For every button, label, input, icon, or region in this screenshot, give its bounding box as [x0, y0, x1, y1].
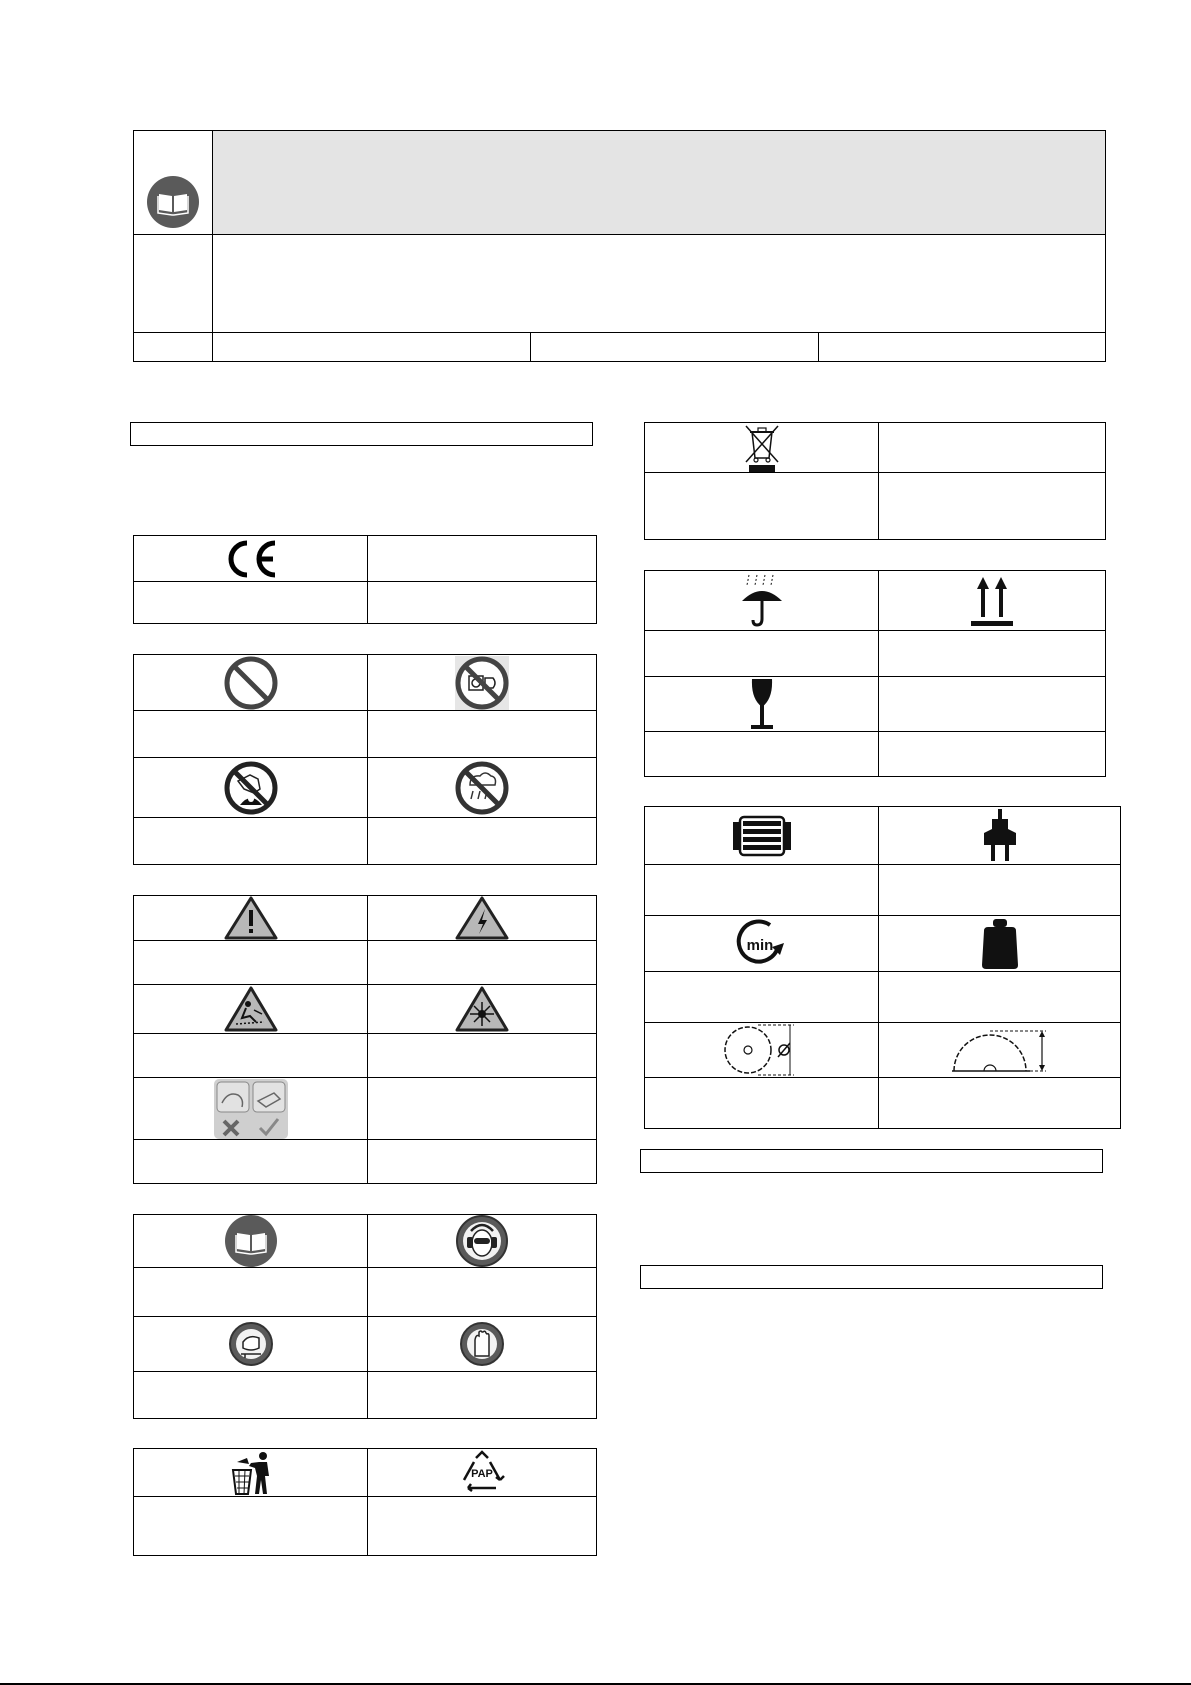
pap-recycling-icon	[456, 1450, 508, 1496]
tidy-man-icon	[229, 1450, 273, 1496]
no-wet-environment-icon	[455, 761, 509, 815]
prohibition-icon	[224, 656, 278, 710]
correct-hand-position-icon	[214, 1079, 288, 1139]
warning-exclamation-caption	[134, 941, 368, 985]
prohibition-table	[133, 654, 597, 865]
pap-recycling-icon-cell	[368, 1449, 597, 1497]
correct-hand-position-icon-cell	[134, 1078, 368, 1140]
warning-exclamation-icon-cell	[134, 896, 368, 941]
intro-text	[133, 452, 593, 522]
prohibition-icon-cell	[134, 655, 368, 711]
footer-cell-2	[213, 333, 531, 362]
dust-mask-icon	[229, 1322, 273, 1366]
gloves-caption	[368, 1372, 597, 1419]
weee-note-1	[645, 473, 879, 540]
mandatory-table	[133, 1214, 597, 1419]
ce-icon-cell	[134, 536, 368, 582]
cutting-depth-icon-cell	[879, 1023, 1121, 1078]
weight-caption	[879, 972, 1121, 1023]
no-hand-near-icon	[224, 761, 278, 815]
weight-icon	[978, 917, 1022, 971]
correct-hand-position-caption	[368, 1078, 597, 1140]
motor-caption	[645, 865, 879, 916]
weight-icon-cell	[879, 916, 1121, 972]
this-way-up-icon-cell	[879, 571, 1106, 631]
rpm-label: min	[746, 936, 773, 954]
no-plug-in-icon-cell	[368, 655, 597, 711]
crossed-bin-icon	[744, 424, 780, 472]
warning-exclamation-icon	[224, 896, 278, 940]
fragile-caption	[879, 677, 1106, 732]
header-footer-row	[134, 332, 1105, 361]
flying-debris-warning-icon-cell	[134, 985, 368, 1034]
section-heading-3	[640, 1265, 1103, 1289]
warning-table	[133, 895, 597, 1184]
read-manual-icon-cell	[134, 1215, 368, 1268]
electric-hazard-icon	[455, 896, 509, 940]
no-hand-near-icon-cell	[134, 758, 368, 818]
header-left-cell	[134, 235, 213, 333]
tidy-man-caption	[134, 1497, 368, 1556]
keep-dry-caption	[645, 631, 879, 677]
ear-eye-protection-caption	[368, 1268, 597, 1317]
this-way-up-caption	[879, 631, 1106, 677]
motor-icon-cell	[645, 807, 879, 865]
this-way-up-icon	[969, 573, 1015, 629]
fragile-icon	[747, 677, 777, 731]
header-title-band	[213, 131, 1105, 235]
keep-dry-icon	[739, 573, 785, 629]
footer-cell-3	[531, 333, 819, 362]
warning-note-2	[368, 1140, 597, 1184]
header-description	[213, 235, 1105, 333]
plug-icon	[982, 809, 1018, 863]
ce-table	[133, 535, 597, 624]
electric-hazard-icon-cell	[368, 896, 597, 941]
packaging-note-1	[645, 732, 879, 777]
footer-cell-4	[819, 333, 1105, 362]
section-heading-symbols	[130, 422, 593, 446]
no-hand-near-caption	[134, 818, 368, 865]
blade-diameter-caption	[645, 1078, 879, 1129]
warning-note-1	[134, 1140, 368, 1184]
tidy-man-icon-cell	[134, 1449, 368, 1497]
flying-debris-caption	[134, 1034, 368, 1078]
motor-icon	[731, 814, 793, 858]
book-icon	[147, 176, 199, 228]
weee-note-2	[879, 473, 1106, 540]
no-wet-environment-caption	[368, 818, 597, 865]
prohibition-caption	[134, 711, 368, 758]
electric-hazard-caption	[368, 941, 597, 985]
dust-mask-icon-cell	[134, 1317, 368, 1372]
laser-warning-icon-cell	[368, 985, 597, 1034]
weee-table	[644, 422, 1106, 540]
ce-caption	[368, 536, 597, 582]
read-manual-icon	[225, 1215, 277, 1267]
svg-text:PAP: PAP	[471, 1467, 493, 1480]
ce-mark-icon	[223, 539, 279, 579]
read-manual-caption	[134, 1268, 368, 1317]
dust-mask-caption	[134, 1372, 368, 1419]
rpm-icon	[734, 919, 790, 969]
weee-caption	[879, 423, 1106, 473]
keep-dry-icon-cell	[645, 571, 879, 631]
rpm-caption	[645, 972, 879, 1023]
pap-recycling-caption	[368, 1497, 597, 1556]
disposal-table	[133, 1448, 597, 1556]
gloves-icon	[460, 1322, 504, 1366]
laser-warning-caption	[368, 1034, 597, 1078]
cutting-depth-icon	[950, 1027, 1050, 1073]
flying-debris-warning-icon	[224, 986, 278, 1032]
no-plug-in-caption	[368, 711, 597, 758]
header-icon-cell	[134, 131, 213, 235]
specs-table	[644, 806, 1121, 1129]
cutting-depth-caption	[879, 1078, 1121, 1129]
ear-eye-protection-icon	[456, 1215, 508, 1267]
blade-diameter-icon	[722, 1023, 802, 1077]
section-heading-2	[640, 1149, 1103, 1173]
blade-diameter-icon-cell	[645, 1023, 879, 1078]
crossed-bin-icon-cell	[645, 423, 879, 473]
plug-icon-cell	[879, 807, 1121, 865]
ear-eye-protection-icon-cell	[368, 1215, 597, 1268]
laser-warning-icon	[455, 986, 509, 1032]
no-wet-environment-icon-cell	[368, 758, 597, 818]
packaging-table	[644, 570, 1106, 777]
footer-cell-1	[134, 333, 213, 362]
no-plug-in-icon	[455, 656, 509, 710]
header-table	[133, 130, 1106, 362]
plug-caption	[879, 865, 1121, 916]
ce-note	[134, 582, 368, 624]
gloves-icon-cell	[368, 1317, 597, 1372]
packaging-note-2	[879, 732, 1106, 777]
fragile-icon-cell	[645, 677, 879, 732]
ce-note-2	[368, 582, 597, 624]
rpm-icon-cell	[645, 916, 879, 972]
